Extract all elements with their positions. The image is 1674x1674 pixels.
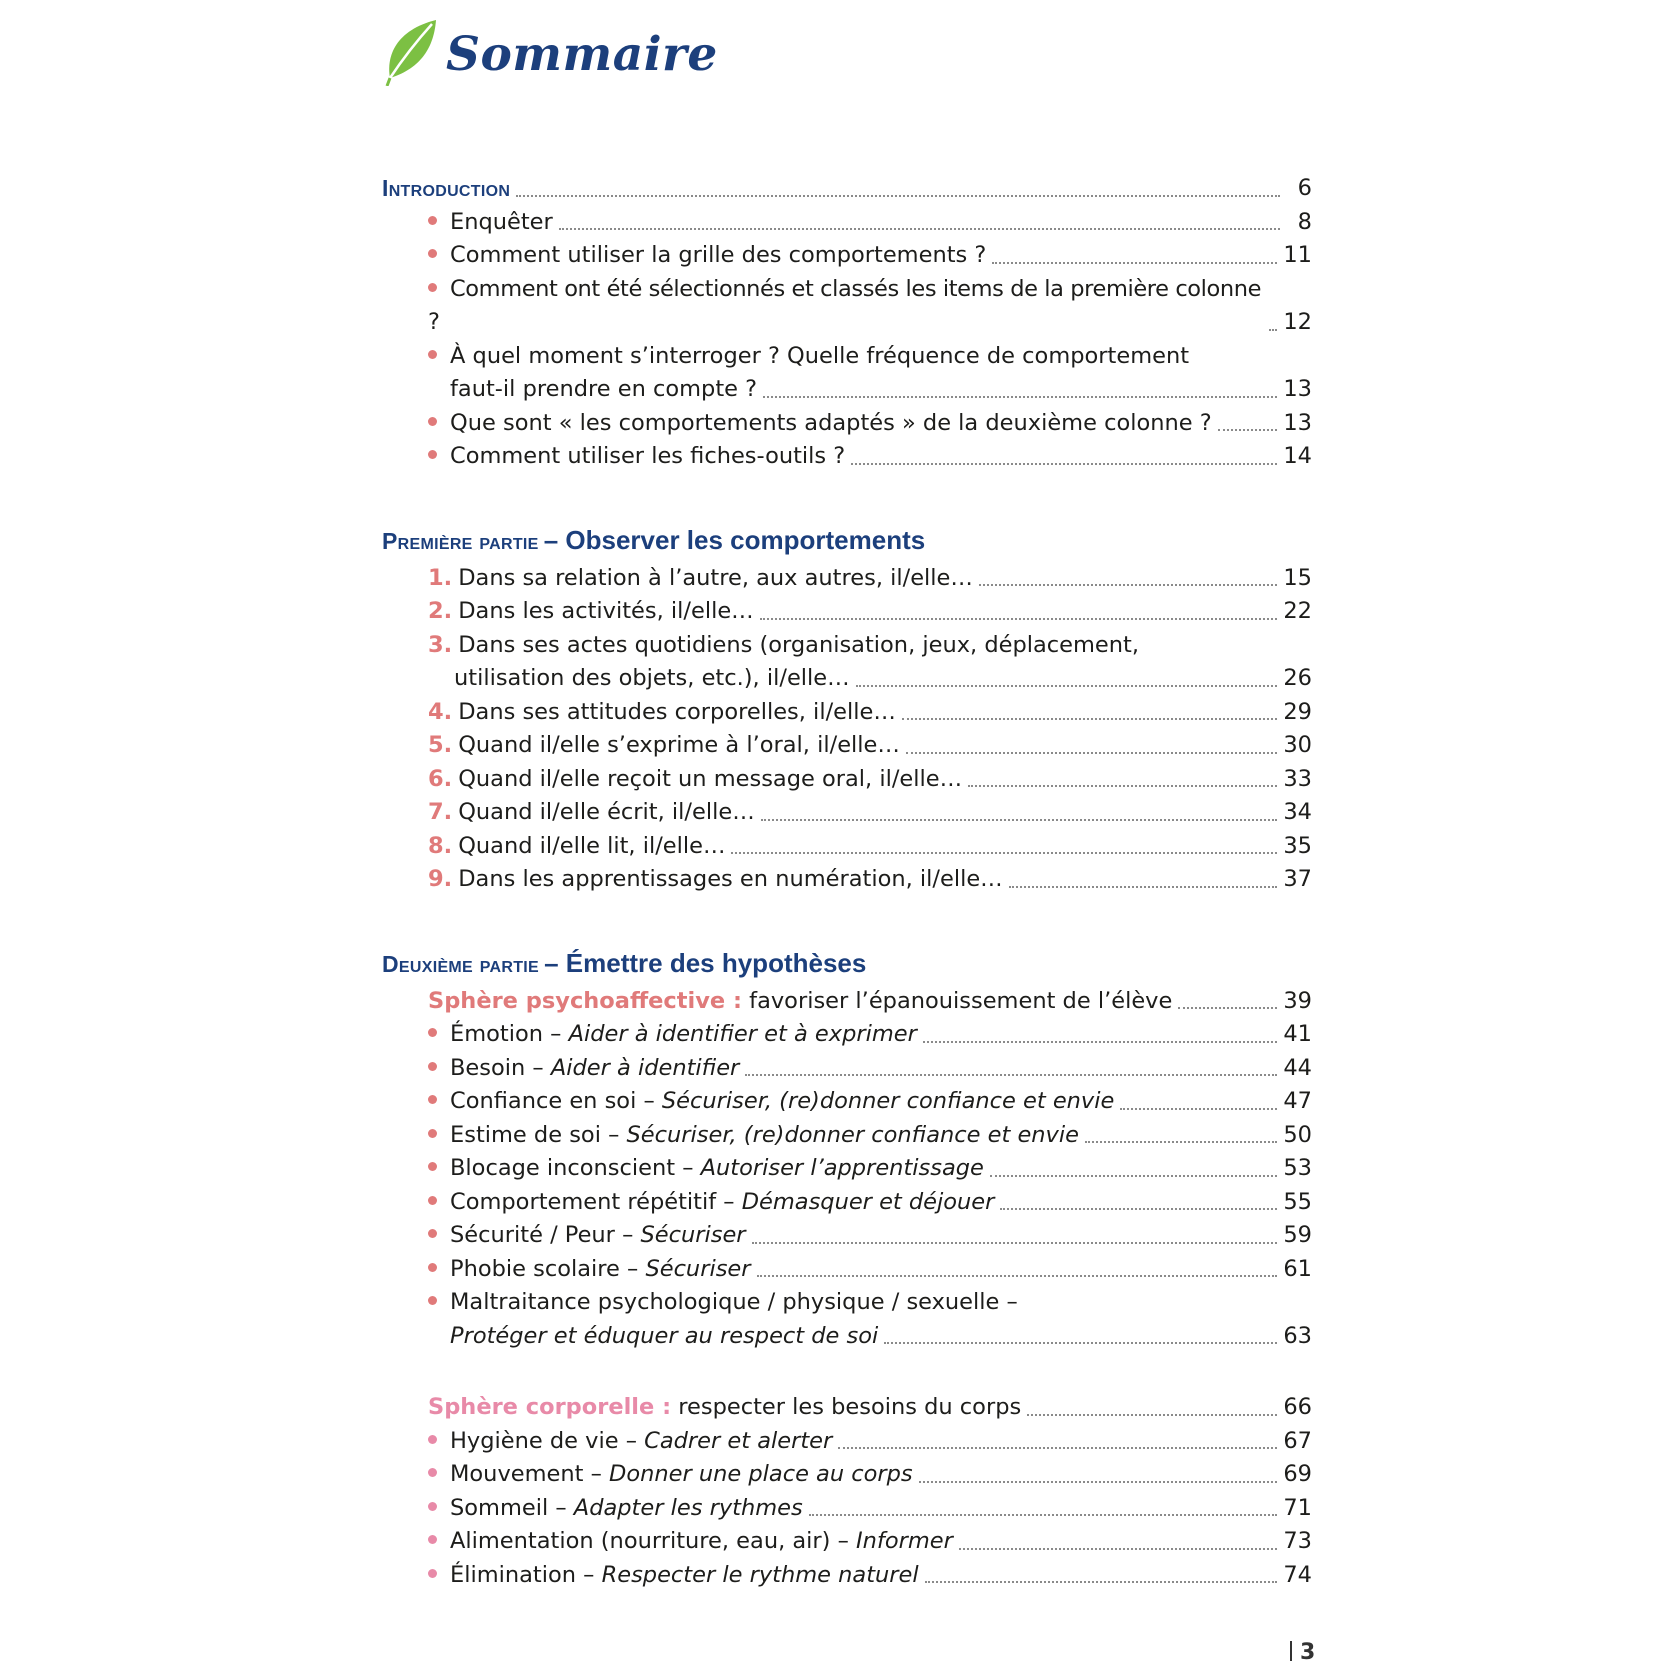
page-ref: 69 — [1283, 1461, 1312, 1487]
toc-entry[interactable] — [382, 1458, 1312, 1492]
toc-entry-first-line[interactable] — [382, 340, 1312, 374]
page-ref: 13 — [1283, 409, 1312, 436]
dot-leader — [902, 718, 1278, 720]
entry-text-continued: utilisation des objets, etc.), il/elle… — [454, 665, 850, 691]
bullet-icon — [428, 1162, 437, 1171]
toc-entry[interactable] — [382, 373, 1312, 407]
page-ref: 14 — [1283, 443, 1312, 469]
page-ref: 67 — [1283, 1427, 1312, 1454]
dot-leader — [752, 1242, 1278, 1244]
dot-leader — [919, 1481, 1278, 1483]
entry-text: favoriser l’épanouissement de l’élève — [749, 987, 1173, 1014]
entry-text: Dans ses actes quotidiens (organisation, jeux, déplacement, — [458, 631, 1140, 658]
toc-entry[interactable] — [382, 1152, 1312, 1186]
entry-text: Dans sa relation à l’autre, aux autres, il/elle… — [458, 564, 973, 591]
page-ref: 22 — [1283, 598, 1312, 624]
dot-leader — [1027, 1414, 1277, 1416]
dot-leader — [1269, 329, 1277, 331]
dot-leader — [1120, 1108, 1277, 1110]
toc-entry[interactable] — [382, 1492, 1312, 1526]
entry-text: Dans les activités, il/elle… — [458, 598, 754, 624]
entry-subtitle: Protéger et éduquer au respect de soi — [450, 1322, 879, 1349]
bullet-icon — [428, 1196, 437, 1205]
entry-text: Dans les apprentissages en numération, il/elle… — [458, 866, 1003, 892]
toc-entry[interactable] — [382, 1085, 1312, 1119]
dot-leader — [968, 785, 1277, 787]
section-part-1 — [382, 522, 1312, 897]
bullet-icon — [428, 450, 437, 459]
dot-leader — [763, 396, 1277, 398]
dot-leader — [516, 195, 1280, 197]
dot-leader — [761, 819, 1278, 821]
page-ref: 66 — [1283, 1394, 1312, 1420]
section-sphere-corporelle — [382, 1391, 1312, 1592]
bullet-icon — [428, 216, 437, 225]
bullet-icon — [428, 1229, 437, 1238]
entry-text: Sommeil – — [450, 1494, 574, 1521]
dot-leader — [760, 618, 1278, 620]
page-number — [1290, 1640, 1315, 1665]
bullet-icon — [428, 1468, 437, 1477]
toc-entry[interactable] — [382, 729, 1312, 763]
toc-entry[interactable] — [382, 239, 1312, 273]
toc-entry-sphere-corporelle[interactable] — [382, 1391, 1312, 1425]
dot-leader — [884, 1342, 1277, 1344]
page-ref: 8 — [1297, 208, 1312, 235]
entry-subtitle: Respecter le rythme naturel — [601, 1561, 919, 1588]
entry-text: Comment utiliser la grille des comportements ? — [450, 242, 987, 268]
part-title: – Émettre des hypothèses — [544, 947, 867, 978]
entry-text: Élimination – — [450, 1561, 602, 1588]
dot-leader — [990, 1175, 1277, 1177]
toc-entry[interactable] — [382, 1320, 1312, 1354]
dot-leader — [1009, 886, 1278, 888]
entry-subtitle: Autoriser l’apprentissage — [700, 1155, 984, 1181]
page-number-value: 3 — [1300, 1640, 1316, 1665]
toc-entry[interactable] — [382, 1119, 1312, 1153]
page-ref: 61 — [1283, 1255, 1312, 1282]
entry-text: Maltraitance psychologique / physique / sexuelle – — [450, 1289, 1018, 1315]
toc-entry[interactable] — [382, 273, 1312, 340]
page-ref: 12 — [1283, 309, 1312, 335]
dot-leader — [1178, 1007, 1277, 1009]
entry-text: Quand il/elle s’exprime à l’oral, il/elle… — [458, 732, 900, 758]
entry-text: Quand il/elle lit, il/elle… — [458, 832, 726, 859]
toc-entry-first-line[interactable] — [382, 629, 1312, 663]
entry-subtitle: Sécuriser, (re)donner confiance et envie — [626, 1121, 1079, 1148]
entry-text: Comportement répétitif – — [450, 1188, 742, 1215]
entry-number: 7. — [428, 799, 453, 825]
dot-leader — [809, 1514, 1278, 1516]
entry-text: Besoin – — [450, 1054, 551, 1081]
dot-leader — [559, 228, 1280, 230]
entry-number: 3. — [428, 631, 453, 658]
toc-entry[interactable] — [382, 1253, 1312, 1287]
entry-text-continued: faut-il prendre en compte ? — [450, 376, 758, 402]
leaf-icon — [382, 16, 440, 86]
bullet-icon — [428, 1028, 437, 1037]
bullet-icon — [428, 1502, 437, 1511]
entry-number: 9. — [428, 866, 453, 892]
sphere-label: Sphère corporelle : — [428, 1394, 672, 1420]
page-ref: 59 — [1283, 1222, 1312, 1248]
entry-text: Alimentation (nourriture, eau, air) – — [450, 1528, 856, 1554]
part-label: Deuxième partie — [382, 950, 539, 977]
entry-subtitle: Donner une place au corps — [609, 1461, 913, 1487]
entry-text: respecter les besoins du corps — [678, 1394, 1022, 1420]
entry-text: Mouvement – — [450, 1461, 609, 1487]
dot-leader — [906, 752, 1277, 754]
entry-text: Quand il/elle écrit, il/elle… — [458, 799, 755, 825]
page-ref: 63 — [1283, 1322, 1312, 1349]
entry-subtitle: Informer — [856, 1528, 953, 1554]
page-ref: 13 — [1283, 376, 1312, 402]
page-ref: 6 — [1297, 175, 1312, 201]
toc-entry[interactable] — [382, 796, 1312, 830]
entry-number: 8. — [428, 832, 453, 859]
page-ref: 50 — [1283, 1121, 1312, 1148]
toc-entry[interactable] — [382, 595, 1312, 629]
page-ref: 34 — [1283, 799, 1312, 825]
part-heading — [382, 522, 1312, 562]
dot-leader — [851, 463, 1277, 465]
page-ref: 41 — [1283, 1021, 1312, 1047]
toc-entry[interactable] — [382, 696, 1312, 730]
dot-leader — [979, 584, 1277, 586]
entry-subtitle: Sécuriser, (re)donner confiance et envie — [661, 1088, 1115, 1114]
entry-text: Quand il/elle reçoit un message oral, il/elle… — [458, 765, 963, 792]
toc-entry[interactable] — [382, 1052, 1312, 1086]
entry-text: Comment ont été sélectionnés et classés les items de la première colonne ? — [428, 275, 1262, 335]
entry-number: 4. — [428, 698, 453, 725]
page-ref: 11 — [1283, 242, 1312, 268]
toc-entry[interactable] — [382, 440, 1312, 474]
page-ref: 53 — [1283, 1155, 1312, 1181]
toc-entry[interactable] — [382, 1425, 1312, 1459]
entry-subtitle: Aider à identifier — [550, 1054, 740, 1081]
section-label: Introduction — [382, 175, 511, 201]
toc-entry[interactable] — [382, 1525, 1312, 1559]
bullet-icon — [428, 283, 437, 292]
bullet-icon — [428, 1062, 437, 1071]
entry-text: Blocage inconscient – — [450, 1155, 701, 1181]
dot-leader — [757, 1275, 1278, 1277]
toc-entry[interactable] — [382, 1559, 1312, 1593]
part-label: Première partie — [382, 527, 539, 554]
entry-subtitle: Démasquer et déjouer — [741, 1188, 995, 1215]
bullet-icon — [428, 1129, 437, 1138]
entry-number: 1. — [428, 564, 453, 591]
entry-subtitle: Cadrer et alerter — [644, 1427, 833, 1454]
bullet-icon — [428, 249, 437, 258]
toc-entry[interactable] — [382, 206, 1312, 240]
page-header — [382, 16, 718, 86]
section-introduction — [382, 172, 1312, 474]
page-ref: 47 — [1283, 1088, 1312, 1114]
section-part-2 — [382, 945, 1312, 1354]
entry-text: Hygiène de vie – — [450, 1427, 645, 1454]
entry-number: 5. — [428, 732, 453, 758]
page-ref: 15 — [1283, 564, 1312, 591]
toc-entry[interactable] — [382, 1018, 1312, 1052]
dot-leader — [925, 1581, 1278, 1583]
entry-text: Que sont « les comportements adaptés » de la deuxième colonne ? — [450, 409, 1212, 436]
entry-text: Enquêter — [450, 208, 553, 235]
page-ref: 26 — [1283, 665, 1312, 691]
dot-leader — [1085, 1141, 1277, 1143]
page-ref: 71 — [1283, 1494, 1312, 1521]
toc-entry[interactable] — [382, 863, 1312, 897]
bullet-icon — [428, 350, 437, 359]
part-title: – Observer les comportements — [543, 524, 926, 555]
page-number-separator — [1290, 1641, 1292, 1661]
bullet-icon — [428, 1263, 437, 1272]
toc-entry[interactable] — [382, 562, 1312, 596]
page-ref: 44 — [1283, 1054, 1312, 1081]
toc-entry[interactable] — [382, 763, 1312, 797]
page-ref: 37 — [1283, 866, 1312, 892]
bullet-icon — [428, 1569, 437, 1578]
page-ref: 55 — [1283, 1188, 1312, 1215]
entry-subtitle: Sécuriser — [645, 1255, 751, 1282]
toc-entry[interactable] — [382, 1219, 1312, 1253]
page-ref: 39 — [1283, 987, 1312, 1014]
dot-leader — [1000, 1208, 1277, 1210]
entry-text: Émotion – — [450, 1021, 569, 1047]
dot-leader — [923, 1041, 1277, 1043]
entry-number: 2. — [428, 598, 453, 624]
entry-text: Comment utiliser les fiches-outils ? — [450, 443, 846, 469]
entry-subtitle: Adapter les rythmes — [573, 1494, 803, 1521]
entry-text: Estime de soi – — [450, 1121, 627, 1148]
dot-leader — [838, 1447, 1277, 1449]
dot-leader — [731, 852, 1277, 854]
bullet-icon — [428, 417, 437, 426]
page-ref: 35 — [1283, 832, 1312, 859]
toc-entry[interactable] — [382, 662, 1312, 696]
entry-subtitle: Sécuriser — [640, 1222, 746, 1248]
entry-number: 6. — [428, 765, 453, 792]
entry-text: À quel moment s’interroger ? Quelle fréquence de comportement — [450, 342, 1190, 369]
toc-entry-first-line[interactable] — [382, 1286, 1312, 1320]
bullet-icon — [428, 1095, 437, 1104]
toc-entry-introduction[interactable] — [382, 172, 1312, 206]
toc-entry[interactable] — [382, 1186, 1312, 1220]
page-ref: 29 — [1283, 698, 1312, 725]
entry-text: Phobie scolaire – — [450, 1255, 646, 1282]
sphere-label: Sphère psychoaffective : — [428, 987, 742, 1014]
bullet-icon — [428, 1296, 437, 1305]
dot-leader — [959, 1548, 1278, 1550]
dot-leader — [1218, 429, 1278, 431]
entry-subtitle: Aider à identifier et à exprimer — [568, 1021, 917, 1047]
dot-leader — [992, 262, 1277, 264]
page-title: Sommaire — [446, 26, 718, 82]
toc-entry-sphere-psychoaffective[interactable] — [382, 985, 1312, 1019]
bullet-icon — [428, 1535, 437, 1544]
part-heading — [382, 945, 1312, 985]
table-of-contents — [382, 172, 1312, 1640]
bullet-icon — [428, 1435, 437, 1444]
page-ref: 33 — [1283, 765, 1312, 792]
entry-text: Dans ses attitudes corporelles, il/elle… — [458, 698, 896, 725]
page-ref: 73 — [1283, 1528, 1312, 1554]
page-ref: 74 — [1283, 1561, 1312, 1588]
entry-text: Confiance en soi – — [450, 1088, 662, 1114]
toc-entry[interactable] — [382, 830, 1312, 864]
dot-leader — [856, 685, 1278, 687]
page-ref: 30 — [1283, 732, 1312, 758]
toc-entry[interactable] — [382, 407, 1312, 441]
dot-leader — [745, 1074, 1277, 1076]
entry-text: Sécurité / Peur – — [450, 1222, 641, 1248]
